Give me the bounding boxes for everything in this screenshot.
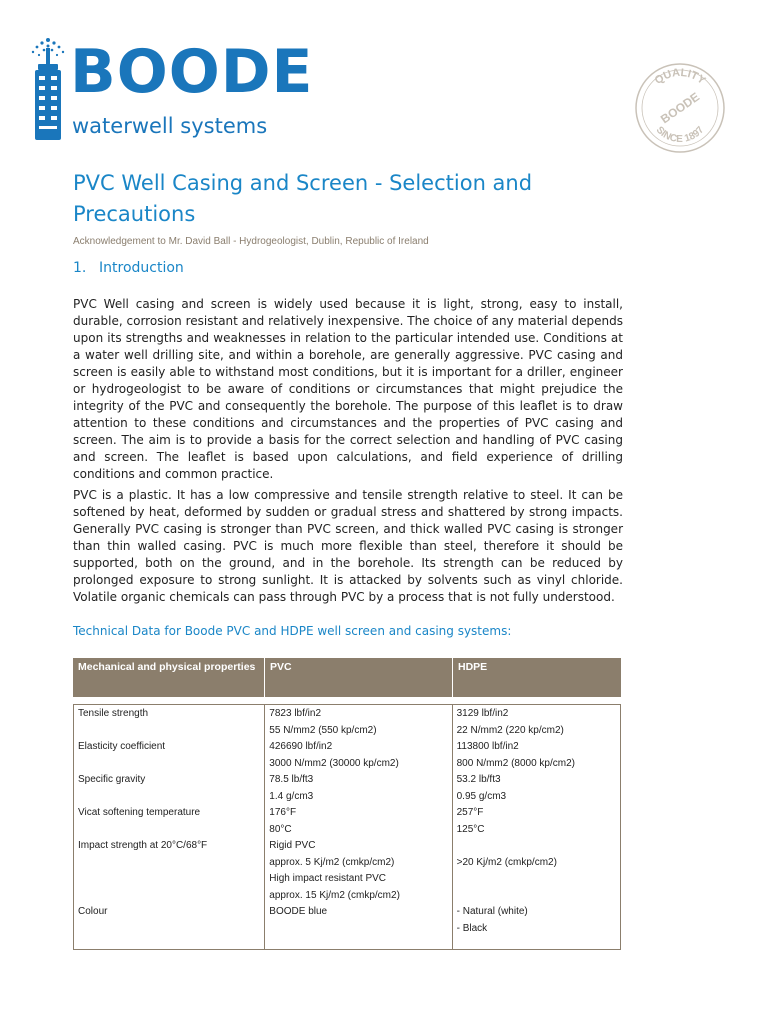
table-cell xyxy=(269,921,447,938)
document-title: PVC Well Casing and Screen - Selection and Precautions xyxy=(73,171,533,226)
section-title: Introduction xyxy=(99,260,184,276)
table-cell: Rigid PVC xyxy=(269,840,316,851)
water-fountain-icon xyxy=(28,36,68,146)
table-cell: 176°F xyxy=(269,807,297,818)
header-properties: Mechanical and physical properties xyxy=(78,661,256,673)
table-cell: Elasticity coefficient xyxy=(78,741,166,752)
table-cell xyxy=(78,871,260,888)
hdpe-column xyxy=(452,705,620,949)
table-cell xyxy=(78,723,260,740)
table-cell: - Natural (white) xyxy=(456,906,528,917)
table-cell xyxy=(78,855,260,872)
table-cell: 257°F xyxy=(456,807,484,818)
table-cell xyxy=(78,921,260,938)
pvc-paragraph: PVC is a plastic. It has a low compressive and tensile strength relative to steel. It can be softened by heat, deformed by sudden or gradual stress and shattered by strong impacts. Generally PVC casing is stronger than PVC screen, and thick walled PVC casing is stronger than thin walled casing. PVC is much more flexible than steel, therefore it should be supported, both on the ground, and in the borehole. Its strength can be reduced by prolonged exposure to strong sunlight. It is attacked by solvents such as vinyl chloride. Volatile organic chemicals can pass through PVC by a process that is not fully understood. xyxy=(73,488,623,604)
table-cell: approx. 15 Kj/m2 (cmkp/cm2) xyxy=(269,889,400,901)
header-hdpe: HDPE xyxy=(452,658,621,697)
table-cell: Colour xyxy=(78,906,108,917)
table-cell: 125°C xyxy=(456,823,485,835)
table-cell: >20 Kj/m2 (cmkp/cm2) xyxy=(456,856,557,868)
section-heading xyxy=(73,260,184,276)
table-cell xyxy=(457,888,616,905)
table-cell xyxy=(78,888,260,905)
seal-middle-text: BOODE xyxy=(657,89,703,127)
table-cell: 800 N/mm2 (8000 kp/cm2) xyxy=(456,757,575,769)
table-cell: BOODE blue xyxy=(269,906,328,917)
table-cell: 22 N/mm2 (220 kp/cm2) xyxy=(456,724,564,736)
seal-bottom-text: SINCE 1897 xyxy=(653,124,707,146)
table-cell: 55 N/mm2 (550 kp/cm2) xyxy=(269,724,377,736)
acknowledgement: Acknowledgement to Mr. David Ball - Hydrogeologist, Dublin, Republic of Ireland xyxy=(73,236,429,247)
table-cell: 3000 N/mm2 (30000 kp/cm2) xyxy=(269,757,399,769)
table-cell: Vicat softening temperature xyxy=(78,807,201,818)
table-cell: 426690 lbf/in2 xyxy=(269,741,333,752)
table-cell: 78.5 lb/ft3 xyxy=(269,774,314,785)
table-cell: 53.2 lb/ft3 xyxy=(456,774,501,785)
properties-table xyxy=(73,704,621,950)
header-pvc: PVC xyxy=(264,658,452,697)
table-cell: 3129 lbf/in2 xyxy=(456,708,509,719)
table-cell xyxy=(78,822,260,839)
table-cell: High impact resistant PVC xyxy=(269,873,387,884)
table-cell: Tensile strength xyxy=(78,708,149,719)
table-cell: 1.4 g/cm3 xyxy=(269,790,314,802)
properties-column xyxy=(74,705,264,949)
brand-tagline: waterwell systems xyxy=(72,114,268,138)
table-cell: 7823 lbf/in2 xyxy=(269,708,322,719)
table-cell: 80°C xyxy=(269,823,292,835)
table-cell: 0.95 g/cm3 xyxy=(456,790,507,802)
table-cell: Impact strength at 20°C/68°F xyxy=(78,840,208,851)
section-number: 1. xyxy=(73,260,87,276)
technical-data-heading: Technical Data for Boode PVC and HDPE well screen and casing systems: xyxy=(73,624,512,638)
table-cell: Specific gravity xyxy=(78,774,146,785)
quality-seal xyxy=(634,62,726,154)
table-cell xyxy=(457,871,616,888)
table-cell: 113800 lbf/in2 xyxy=(456,741,519,752)
brand-name: BOODE xyxy=(70,37,314,107)
table-cell: - Black xyxy=(456,922,488,934)
table-cell: approx. 5 Kj/m2 (cmkp/cm2) xyxy=(269,856,395,868)
table-cell xyxy=(78,756,260,773)
intro-paragraph: PVC Well casing and screen is widely used because it is light, strong, easy to install, durable, corrosion resistant and relatively inexpensive. The choice of any material depends upon its strengths and weaknesses in relation to the particular intended use. Conditions at a water well drilling site, and within a borehole, are generally aggressive. PVC casing and screen is easily able to withstand most conditions, but it is important for a driller, engineer or hydrogeologist to be aware of conditions or circumstances that might prejudice the integrity of the PVC and consequently the borehole. The purpose of this leaflet is to draw attention to these conditions and circumstances and the properties of PVC casing and screen. The aim is to provide a basis for the correct selection and handling of PVC casing and screen. The leaflet is based upon calculations, and field experience of drilling conditions and common practice. xyxy=(73,297,623,481)
table-cell xyxy=(457,838,616,855)
svg-text:SINCE 1897 xyxy=(654,124,707,145)
table-header xyxy=(73,658,621,697)
table-cell xyxy=(78,789,260,806)
pvc-column xyxy=(264,705,451,949)
seal-top-text: QUALITY xyxy=(652,66,708,87)
